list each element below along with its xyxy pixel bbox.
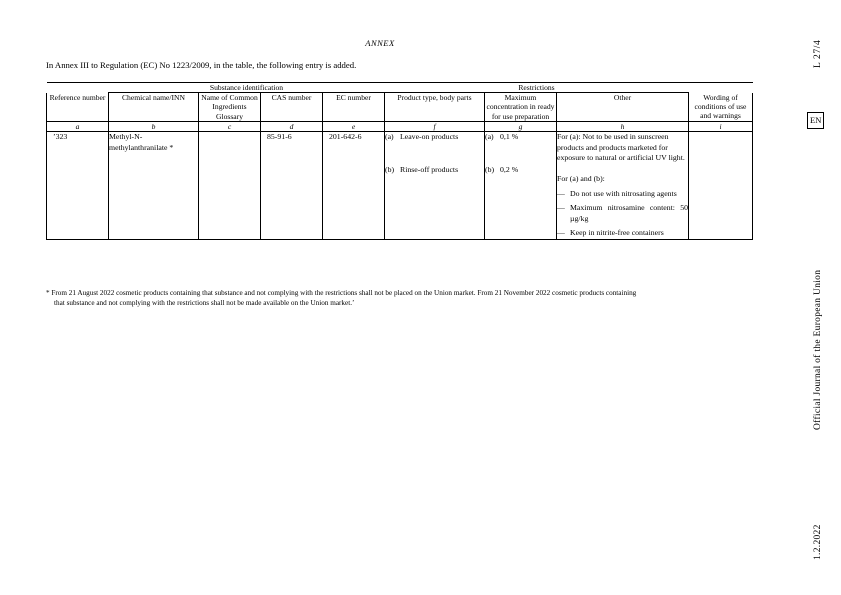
chemical-name-line-1: Methyl-N-	[109, 132, 143, 142]
max-concentration-b-label: (b)	[485, 164, 495, 174]
product-type-b-label: (b)	[385, 164, 395, 174]
header-chemical-name: Chemical name/INN	[109, 93, 199, 122]
max-concentration-item-b	[485, 165, 556, 176]
cell-chemical-name	[109, 132, 199, 239]
publication-date: 1.2.2022	[813, 524, 823, 560]
cell-reference-number: ’323	[47, 132, 109, 239]
other-heading-a: For (a): Not to be used in sunscreen products and products marketed for exposure to natural or artificial UV light.	[557, 132, 685, 163]
journal-title: Official Journal of the European Union	[813, 269, 823, 430]
header-wording-conditions: Wording of conditions of use and warnings	[689, 93, 753, 122]
product-type-item-a	[385, 132, 484, 143]
header-max-concentration: Maximum concentration in ready for use preparation	[485, 93, 557, 122]
chemical-name-line-2: methylanthranilate *	[109, 142, 174, 152]
product-type-b-text: Rinse-off products	[400, 164, 459, 174]
cell-wording-conditions	[689, 132, 753, 239]
header-reference-number: Reference number	[47, 93, 109, 122]
annex-table-wrapper	[46, 82, 752, 240]
intro-paragraph: In Annex III to Regulation (EC) No 1223/2009, in the table, the following entry is added.	[46, 60, 357, 70]
cell-cas-number: 85-91-6	[261, 132, 323, 239]
other-dash-text-1: Do not use with nitrosating agents	[570, 188, 677, 198]
journal-code: L 27/4	[813, 39, 823, 68]
product-type-spacer	[385, 143, 484, 165]
other-spacer	[557, 164, 688, 174]
cell-product-type	[385, 132, 485, 239]
letter-b: b	[109, 122, 199, 132]
letter-a: a	[47, 122, 109, 132]
cell-ec-number: 201-642-6	[323, 132, 385, 239]
group-header-substance-identification: Substance identification	[109, 83, 385, 93]
other-heading-ab: For (a) and (b):	[557, 174, 605, 183]
language-box: EN	[807, 112, 824, 129]
letter-g: g	[485, 122, 557, 132]
dash-bullet-icon: —	[557, 203, 565, 213]
header-other: Other	[557, 93, 689, 122]
annex-table	[46, 82, 753, 240]
table-row	[47, 132, 753, 239]
annex-heading: ANNEX	[365, 38, 395, 48]
cell-other	[557, 132, 689, 239]
table-group-header-row	[47, 83, 753, 93]
table-header-row	[47, 93, 753, 122]
product-type-a-label: (a)	[385, 132, 394, 142]
letter-i: i	[689, 122, 753, 132]
other-dash-text-3: Keep in nitrite-free containers	[570, 228, 664, 238]
max-concentration-item-a	[485, 132, 556, 143]
header-ec-number: EC number	[323, 93, 385, 122]
other-dash-item-3	[557, 228, 688, 239]
header-common-ingredients-glossary: Name of Common Ingredients Glossary	[199, 93, 261, 122]
max-concentration-spacer	[485, 143, 556, 165]
group-header-restrictions: Restrictions	[385, 83, 689, 93]
cell-common-ingredients-glossary	[199, 132, 261, 239]
page-right-margin	[785, 0, 831, 595]
footnote-line-1: * From 21 August 2022 cosmetic products containing that substance and not complying with the restrictions shall not be placed on the Union market. From 21 November 2022 cosmetic products containing	[46, 289, 637, 297]
header-cas-number: CAS number	[261, 93, 323, 122]
table-letter-row	[47, 122, 753, 132]
letter-c: c	[199, 122, 261, 132]
dash-bullet-icon: —	[557, 188, 565, 198]
letter-h: h	[557, 122, 689, 132]
product-type-a-text: Leave-on products	[400, 132, 459, 142]
cell-max-concentration	[485, 132, 557, 239]
letter-d: d	[261, 122, 323, 132]
letter-e: e	[323, 122, 385, 132]
letter-f: f	[385, 122, 485, 132]
footnote-line-2: that substance and not complying with the restrictions shall not be made available on the Union market.’	[54, 299, 355, 308]
group-header-spacer-left	[47, 83, 109, 93]
header-product-type: Product type, body parts	[385, 93, 485, 122]
dash-bullet-icon: —	[557, 228, 565, 238]
max-concentration-a-label: (a)	[485, 132, 494, 142]
product-type-item-b	[385, 165, 484, 176]
group-header-spacer-right	[689, 83, 753, 93]
other-dash-item-2	[557, 203, 688, 224]
other-dash-item-1	[557, 189, 688, 200]
max-concentration-a-text: 0,1 %	[500, 132, 519, 142]
other-dash-text-2: Maximum nitrosamine content: 50 µg/kg	[570, 203, 688, 223]
footnote	[46, 288, 752, 308]
max-concentration-b-text: 0,2 %	[500, 164, 519, 174]
